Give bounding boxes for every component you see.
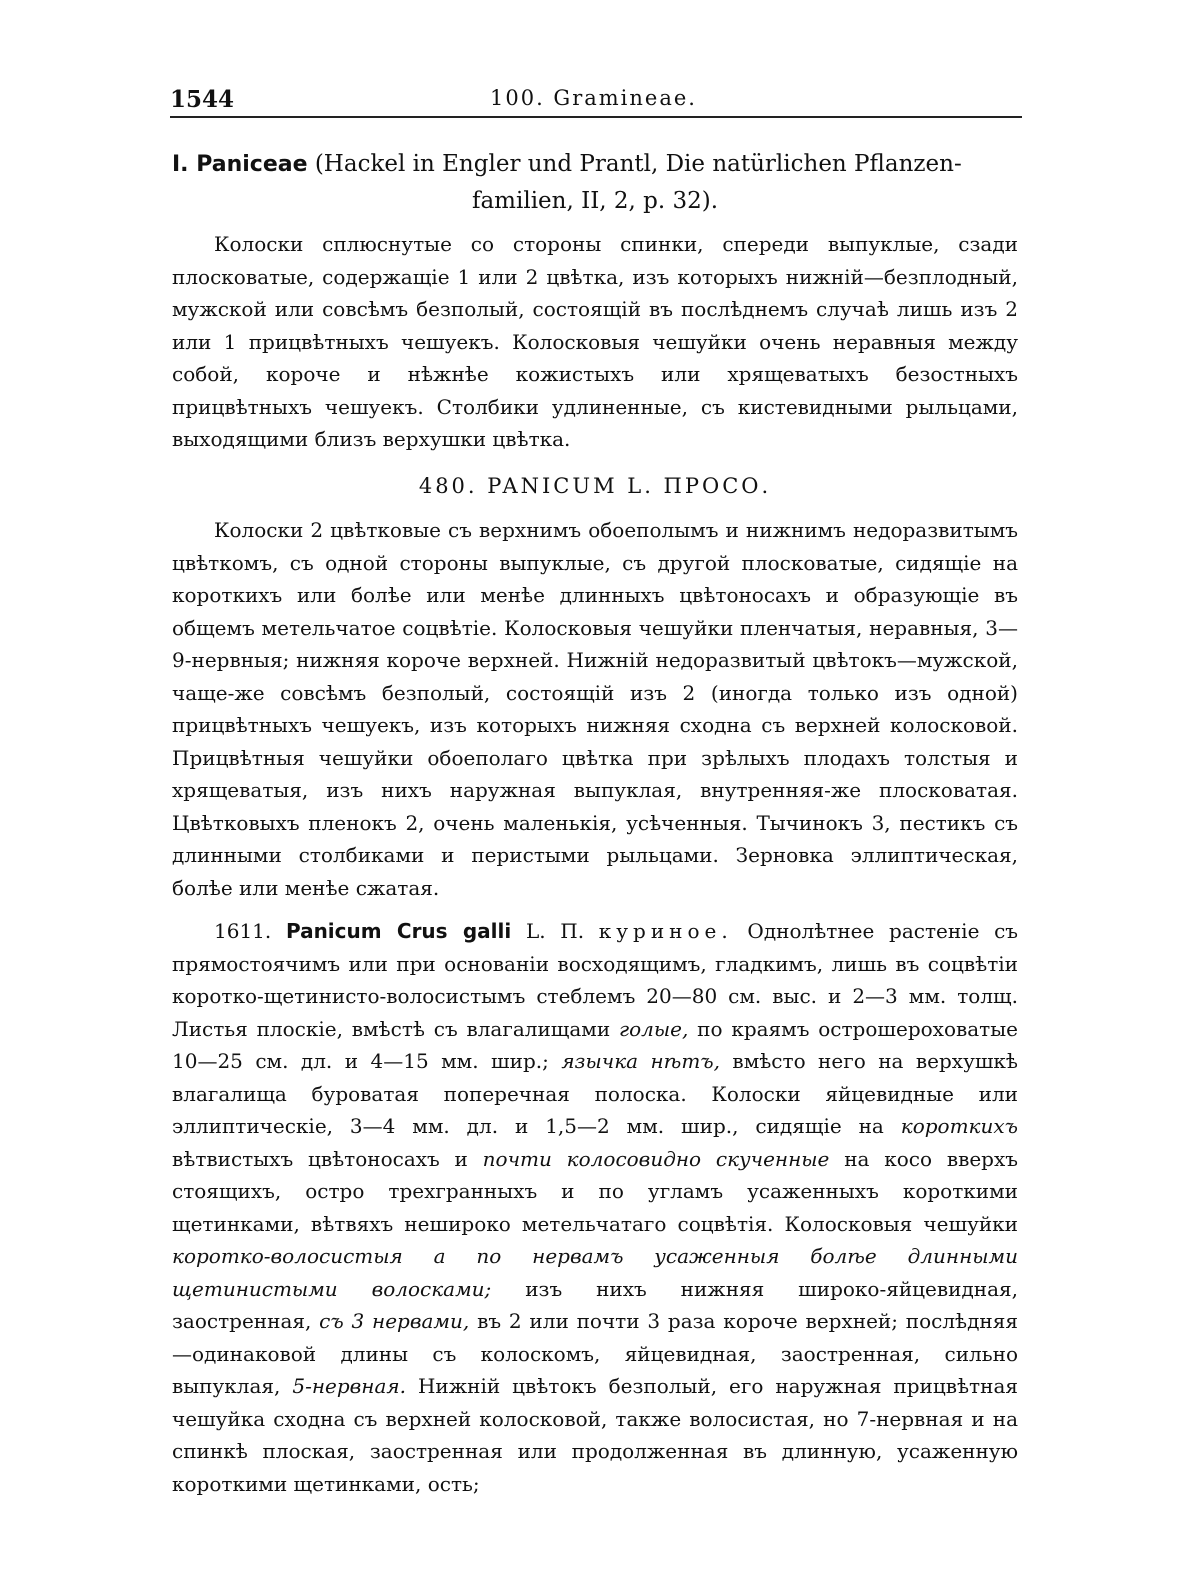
tribe-description: Колоски сплюснутые со стороны спинки, спереди выпуклые, сзади плосковатые, содержащіе 1 или 2 цвѣтка, изъ которыхъ нижній—безплодный, мужской или совсѣмъ безполый, состоящій въ послѣднемъ случаѣ лишь изъ 2 или 1 прицвѣтныхъ чешуекъ. Колосковыя чешуйки очень неравныя между собой, короче и нѣжнѣе кожистыхъ или хрящеватыхъ безостныхъ прицвѣтныхъ чешуекъ. Столбики удлиненные, съ кистевидными рыльцами, выходящими близъ верхушки цвѣтка. bbox=[172, 232, 1018, 451]
running-title: 100. Gramineae. bbox=[490, 86, 697, 110]
species-text: на косо вверхъ стоящихъ, остро трехгранныхъ и по угламъ усаженныхъ короткими щетинками, вѣтвяхъ неширокo метельчатаго соцвѣтія. Колосковыя чешуйки bbox=[172, 1146, 1018, 1236]
species-number: 1611. bbox=[214, 919, 272, 943]
species-italic-text: почти колосовидно скученные bbox=[482, 1146, 830, 1171]
tribe-reference-line1: (Hackel in Engler und Prantl, Die natürlichen Pflanzen- bbox=[307, 151, 962, 177]
species-italic-text: язычка нѣтъ, bbox=[561, 1049, 720, 1073]
species-italic-text: съ 3 нервами, bbox=[319, 1309, 470, 1333]
species-genus-abbr: П. bbox=[560, 919, 585, 943]
tribe-name: I. Paniceae bbox=[172, 152, 308, 177]
species-text: вмѣсто него на верхушкѣ влагалища буроватая поперечная полоска. Колоски яйцевидные или эллиптическіе, 3—4 мм. дл. и 1,5—2 мм. шир., сидящіе на bbox=[172, 1049, 1018, 1138]
species-text: Нижній цвѣтокъ безполый, его наружная прицвѣтная чешуйка сходна съ верхней колосковой, также волосистая, но 7-нервная и на спинкѣ плоская, заостренная или продолженная въ длинную, усаженную короткими щетинками, ость; bbox=[172, 1374, 1018, 1496]
species-entry bbox=[172, 915, 1018, 1500]
species-text: въ 2 или почти 3 раза короче верхней; послѣдняя—одинаковой длины съ колоскомъ, яйцевидная, заостренная, сильно выпуклая, bbox=[172, 1309, 1018, 1398]
species-author: L. bbox=[525, 919, 546, 943]
species-common-name: куриное. bbox=[598, 919, 733, 943]
species-text: изъ нихъ нижняя широко-яйцевидная, заостренная, bbox=[172, 1276, 1018, 1333]
species-name: Panicum Crus galli bbox=[285, 919, 512, 943]
species-text: Однолѣтнее растеніе съ прямостоячимъ или при основаніи восходящимъ, гладкимъ, лишь въ соцвѣтіи коротко-щетинисто-волосистымъ стеблемъ 20—80 см. выс. и 2—3 мм. толщ. Листья плоскіе, вмѣстѣ съ влагалищами bbox=[172, 919, 1019, 1041]
tribe-heading bbox=[172, 146, 1018, 219]
species-text: вѣтвистыхъ цвѣтоносахъ и bbox=[172, 1146, 483, 1171]
genus-heading: 480. PANICUM L. ПРОСО. bbox=[418, 474, 772, 498]
genus-description: Колоски 2 цвѣтковые съ верхнимъ обоеполымъ и нижнимъ недоразвитымъ цвѣткомъ, съ одной стороны выпуклые, съ другой плосковатые, сидящіе на короткихъ или болѣе или менѣе длинныхъ цвѣтоносахъ и образующіе въ общемъ метельчатое соцвѣтіе. Колосковыя чешуйки пленчатыя, неравныя, 3—9-нервныя; нижняя короче верхней. Нижній недоразвитый цвѣтокъ—мужской, чаще-же совсѣмъ безполый, состоящій изъ 2 (иногда только изъ одной) прицвѣтныхъ чешуекъ, изъ которыхъ нижняя сходна съ верхней колосковой. Прицвѣтныя чешуйки обоеполаго цвѣтка при зрѣлыхъ плодахъ толстыя и хрящеватыя, изъ нихъ наружная выпуклая, внутренняя-же плосковатая. Цвѣтковыхъ пленокъ 2, очень маленькія, усѣченныя. Тычинокъ 3, пестикъ съ длинными столбиками и перистыми рыльцами. Зерновка эллиптическая, болѣе или менѣе сжатая. bbox=[172, 518, 1018, 900]
page-number: 1544 bbox=[170, 86, 235, 113]
tribe-reference-line2: familien, II, 2, p. 32). bbox=[471, 188, 719, 214]
running-head bbox=[170, 86, 1022, 118]
species-italic-text: короткихъ bbox=[900, 1114, 1018, 1138]
species-text: по краямъ острошероховатые 10—25 см. дл. и 4—15 мм. шир.; bbox=[172, 1016, 1018, 1073]
species-italic-text: 5-нервная. bbox=[292, 1374, 406, 1398]
species-italic-text: голые, bbox=[618, 1016, 689, 1041]
species-italic-text: коротко-волосистыя а по нервамъ усаженныя болѣе длинными щетинистыми волосками; bbox=[172, 1244, 1018, 1301]
